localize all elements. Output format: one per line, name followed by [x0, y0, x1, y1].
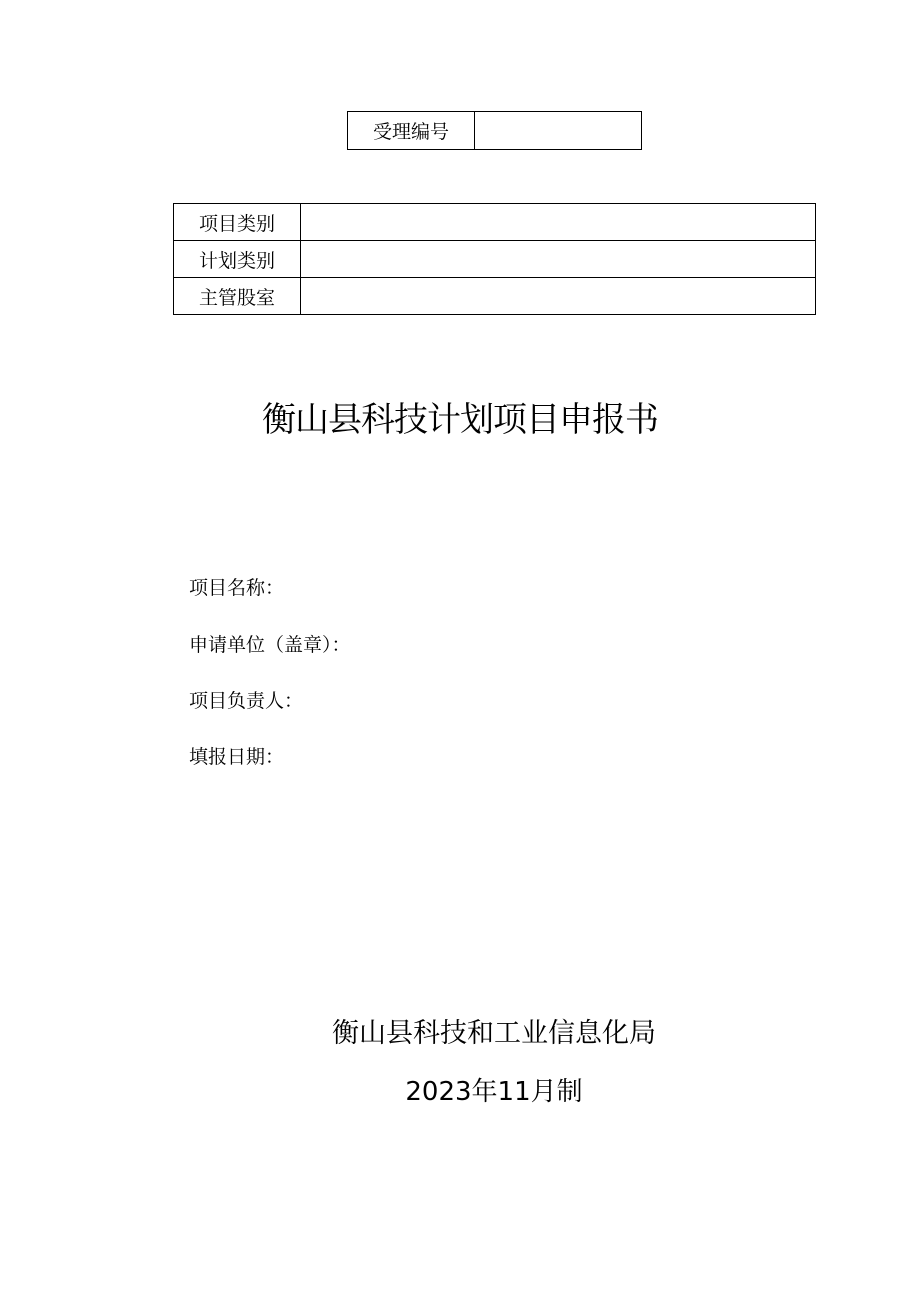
project-category-label-cell: [174, 204, 301, 241]
receipt-number-label-cell: [348, 112, 475, 150]
plan-category-label-cell: [174, 241, 301, 278]
project-category-row: [174, 204, 816, 241]
supervising-office-value-cell[interactable]: [301, 278, 816, 315]
receipt-number-value-cell[interactable]: [475, 112, 642, 150]
applicant-unit-field: 申请单位（盖章）：: [189, 634, 351, 656]
receipt-number-table: [347, 111, 642, 150]
fill-date-field: 填报日期：: [189, 746, 285, 768]
project-category-table: [173, 203, 816, 315]
receipt-number-label: 受理编号: [372, 121, 449, 143]
supervising-office-label-cell: [174, 278, 301, 315]
supervising-office-label: 主管股室: [198, 286, 275, 309]
issue-date: 2023年11月制: [405, 1077, 583, 1107]
project-name-field: 项目名称：: [189, 577, 285, 599]
issuing-organization: 衡山县科技和工业信息化局: [332, 1018, 656, 1049]
receipt-number-row: [348, 112, 642, 150]
project-category-value-cell[interactable]: [301, 204, 816, 241]
project-leader-field: 项目负责人：: [189, 690, 304, 712]
supervising-office-row: [174, 278, 816, 315]
project-category-label: 项目类别: [198, 212, 275, 235]
document-title: 衡山县科技计划项目申报书: [262, 400, 658, 440]
plan-category-value-cell[interactable]: [301, 241, 816, 278]
plan-category-row: [174, 241, 816, 278]
plan-category-label: 计划类别: [198, 249, 275, 272]
